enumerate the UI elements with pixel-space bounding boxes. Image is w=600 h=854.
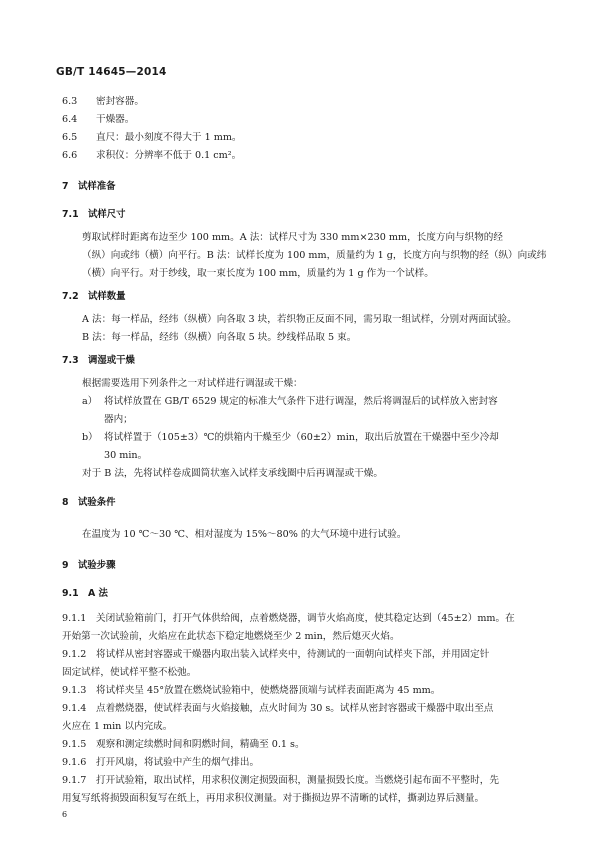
item-number: 6.4 bbox=[62, 114, 78, 125]
list-item-a bbox=[82, 395, 498, 409]
step-number: 9.1.1 bbox=[62, 613, 87, 624]
subsection-number: 7.3 bbox=[62, 355, 79, 366]
step-number: 9.1.3 bbox=[62, 685, 87, 696]
item-6-6 bbox=[62, 149, 241, 163]
paragraph-line: （纵）向或纬（横）向平行。B 法：试样长度为 100 mm，质量约为 1 g，长度方向与织物的经（纵）向或纬 bbox=[82, 250, 547, 261]
item-number: 6.5 bbox=[62, 132, 78, 143]
list-label: a） bbox=[82, 396, 98, 407]
step-text: 将试样夹呈 45°放置在燃烧试验箱中，使燃烧器顶端与试样表面距离为 45 mm。 bbox=[96, 685, 441, 696]
section-8-heading bbox=[62, 496, 116, 510]
step-text: 打开试验箱，取出试样，用求积仪测定损毁面积，测量损毁长度。当燃烧引起布面不平整时，先 bbox=[96, 775, 499, 786]
section-9-1-heading bbox=[62, 587, 108, 601]
section-title: 试验步骤 bbox=[78, 560, 116, 571]
section-7-2-heading bbox=[62, 290, 126, 304]
paragraph-line: （横）向平行。对于纱线，取一束长度为 100 mm，质量约为 1 g 作为一个试样。 bbox=[82, 268, 434, 279]
step-text: 关闭试验箱前门，打开气体供给阀，点着燃烧器，调节火焰高度，使其稳定达到（45±2）mm。在 bbox=[96, 613, 515, 624]
subsection-number: 7.1 bbox=[62, 209, 79, 220]
subsection-number: 9.1 bbox=[62, 588, 79, 599]
item-6-3 bbox=[62, 95, 144, 109]
list-item-a-continued: 器内； bbox=[104, 414, 133, 425]
step-number: 9.1.4 bbox=[62, 703, 87, 714]
paragraph-line: B 法：每一样品，经纬（纵横）向各取 5 块。纱线样品取 5 束。 bbox=[82, 332, 357, 343]
step-9-1-7 bbox=[62, 774, 499, 788]
section-number: 8 bbox=[62, 497, 69, 508]
step-text: 点着燃烧器，使试样表面与火焰接触，点火时间为 30 s。试样从密封容器或干燥器中取出至点 bbox=[96, 703, 494, 714]
item-6-4 bbox=[62, 113, 134, 127]
item-text: 密封容器。 bbox=[96, 96, 144, 107]
item-text: 求积仪：分辨率不低于 0.1 cm²。 bbox=[96, 150, 242, 161]
step-9-1-4 bbox=[62, 702, 493, 716]
paragraph-line: 在温度为 10 ℃～30 ℃、相对湿度为 15%～80% 的大气环境中进行试验。 bbox=[82, 529, 407, 540]
step-number: 9.1.7 bbox=[62, 775, 87, 786]
list-text: 将试样放置在 GB/T 6529 规定的标准大气条件下进行调湿，然后将调湿后的试样放入密封容 bbox=[104, 396, 498, 407]
section-title: 试验条件 bbox=[78, 497, 116, 508]
subsection-title: 调湿或干燥 bbox=[88, 355, 135, 366]
standard-header: GB/T 14645—2014 bbox=[56, 66, 167, 78]
paragraph-line: 根据需要选用下列条件之一对试样进行调湿或干燥： bbox=[82, 378, 303, 389]
step-number: 9.1.5 bbox=[62, 739, 87, 750]
step-9-1-3 bbox=[62, 684, 440, 698]
subsection-title: A 法 bbox=[88, 588, 108, 599]
section-7-1-heading bbox=[62, 208, 126, 222]
item-text: 直尺：最小刻度不得大于 1 mm。 bbox=[96, 132, 242, 143]
subsection-title: 试样数量 bbox=[88, 291, 126, 302]
step-9-1-2 bbox=[62, 648, 489, 662]
list-item-b bbox=[82, 431, 499, 445]
item-number: 6.6 bbox=[62, 150, 78, 161]
paragraph-line: A 法：每一样品，经纬（纵横）向各取 3 块，若织物正反面不同，需另取一组试样，分别对两面试验。 bbox=[82, 314, 517, 325]
item-text: 干燥器。 bbox=[96, 114, 135, 125]
step-number: 9.1.6 bbox=[62, 757, 87, 768]
section-9-heading bbox=[62, 559, 116, 573]
section-number: 7 bbox=[62, 181, 69, 192]
step-continued: 固定试样，使试样平整不松弛。 bbox=[62, 667, 197, 678]
section-number: 9 bbox=[62, 560, 69, 571]
item-number: 6.3 bbox=[62, 96, 78, 107]
step-9-1-1 bbox=[62, 612, 515, 626]
section-title: 试样准备 bbox=[78, 181, 116, 192]
section-7-3-heading bbox=[62, 354, 135, 368]
step-number: 9.1.2 bbox=[62, 649, 87, 660]
section-7-heading bbox=[62, 180, 116, 194]
list-label: b） bbox=[82, 432, 98, 443]
paragraph-line: 对于 B 法，先将试样卷成圆筒状塞入试样支承线圈中后再调湿或干燥。 bbox=[82, 468, 383, 479]
step-continued: 用复写纸将损毁面积复写在纸上，再用求积仪测量。对于撕损边界不清晰的试样，撕剥边界后测量。 bbox=[62, 793, 485, 804]
step-text: 观察和测定续燃时间和阴燃时间，精确至 0.1 s。 bbox=[96, 739, 305, 750]
page-number: 6 bbox=[62, 810, 68, 819]
step-9-1-5 bbox=[62, 738, 305, 752]
step-continued: 火应在 1 min 以内完成。 bbox=[62, 721, 173, 732]
subsection-title: 试样尺寸 bbox=[88, 209, 126, 220]
step-continued: 开始第一次试验前，火焰应在此状态下稳定地燃烧至少 2 min，然后熄灭火焰。 bbox=[62, 631, 400, 642]
list-text: 将试样置于（105±3）℃的烘箱内干燥至少（60±2）min，取出后放置在干燥器中至少冷却 bbox=[104, 432, 499, 443]
step-9-1-6 bbox=[62, 756, 259, 770]
step-text: 打开风扇，将试验中产生的烟气排出。 bbox=[96, 757, 260, 768]
list-item-b-continued: 30 min。 bbox=[104, 450, 148, 461]
item-6-5 bbox=[62, 131, 242, 145]
subsection-number: 7.2 bbox=[62, 291, 79, 302]
step-text: 将试样从密封容器或干燥器内取出装入试样夹中，待测试的一面朝向试样夹下部，并用固定针 bbox=[96, 649, 490, 660]
paragraph-line: 剪取试样时距离布边至少 100 mm。A 法：试样尺寸为 330 mm×230 mm，长度方向与织物的经 bbox=[82, 232, 503, 243]
